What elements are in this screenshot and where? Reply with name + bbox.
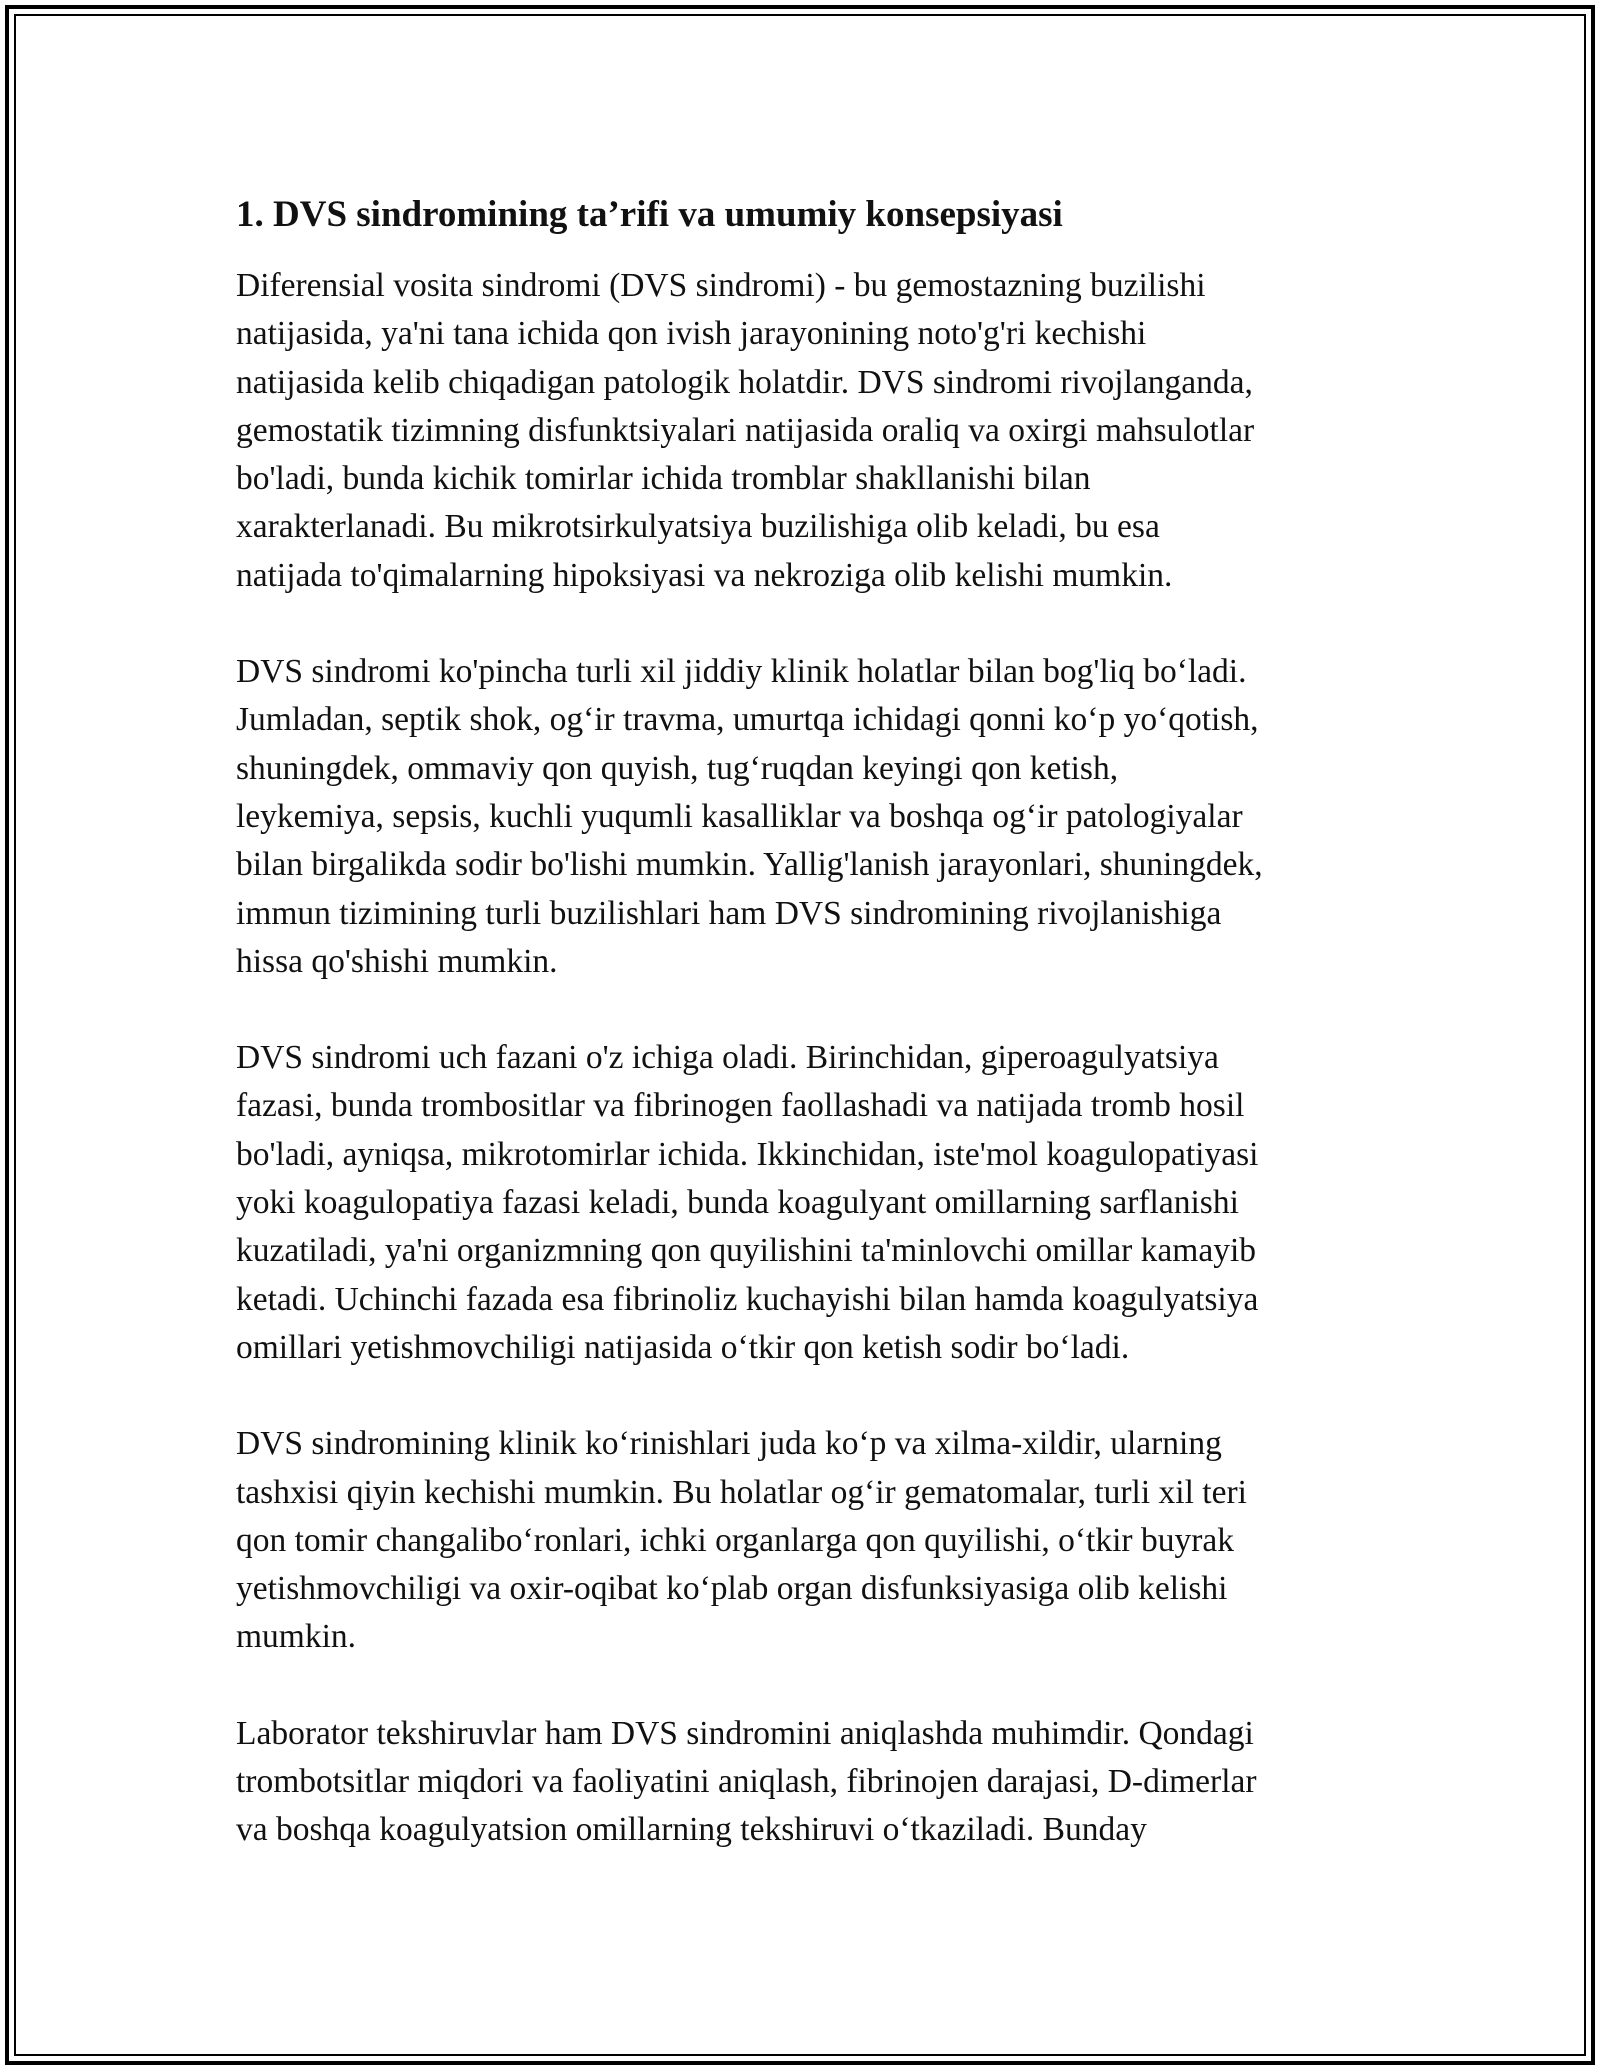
paragraph-line: Diferensial vosita sindromi (DVS sindromi) - bu gemostazning buzilishi <box>236 267 1206 304</box>
paragraph-line: DVS sindromining klinik ko‘rinishlari juda ko‘p va xilma-xildir, ularning <box>236 1425 1222 1463</box>
paragraph-line: qon tomir changalibo‘ronlari, ichki organlarga qon quyilishi, o‘tkir buyrak <box>236 1521 1234 1559</box>
paragraph-line: immun tizimining turli buzilishlari ham DVS sindromining rivojlanishiga <box>236 894 1222 932</box>
paragraph <box>236 1710 1376 1855</box>
paragraph-line: DVS sindromi ko'pincha turli xil jiddiy klinik holatlar bilan bog'liq bo‘ladi. <box>236 653 1247 691</box>
paragraph-line: Laborator tekshiruvlar ham DVS sindromini aniqlashda muhimdir. Qondagi <box>236 1714 1254 1752</box>
paragraph-line: trombotsitlar miqdori va faoliyatini aniqlash, fibrinojen darajasi, D-dimerlar <box>236 1763 1257 1801</box>
paragraph-line: mumkin. <box>236 1618 357 1656</box>
paragraph-line: ketadi. Uchinchi fazada esa fibrinoliz kuchayishi bilan hamda koagulyatsiya <box>236 1280 1259 1318</box>
document-body <box>236 186 1376 1903</box>
paragraph-line: shuningdek, ommaviy qon quyish, tug‘ruqdan keyingi qon ketish, <box>236 749 1119 787</box>
paragraph <box>236 1034 1376 1372</box>
paragraph-line: natijasida, ya'ni tana ichida qon ivish jarayonining noto'g'ri kechishi <box>236 315 1147 353</box>
paragraph-line: leykemiya, sepsis, kuchli yuqumli kasalliklar va boshqa og‘ir patologiyalar <box>236 797 1243 835</box>
paragraph-line: va boshqa koagulyatsion omillarning tekshiruvi o‘tkaziladi. Bunday <box>236 1811 1147 1849</box>
paragraph-line: bo'ladi, ayniqsa, mikrotomirlar ichida. Ikkinchidan, iste'mol koagulopatiyasi <box>236 1135 1259 1173</box>
paragraph-line: Jumladan, septik shok, og‘ir travma, umurtqa ichidagi qonni ko‘p yo‘qotish, <box>236 701 1259 739</box>
paragraph-line: kuzatiladi, ya'ni organizmning qon quyilishini ta'minlovchi omillar kamayib <box>236 1232 1256 1270</box>
paragraph-line: omillari yetishmovchiligi natijasida o‘tkir qon ketish sodir bo‘ladi. <box>236 1328 1130 1366</box>
paragraph-line: xarakterlanadi. Bu mikrotsirkulyatsiya buzilishiga olib keladi, bu esa <box>236 508 1160 546</box>
paragraph <box>236 262 1376 600</box>
paragraph <box>236 648 1376 986</box>
paragraph-line: yetishmovchiligi va oxir-oqibat ko‘plab organ disfunksiyasiga olib kelishi <box>236 1570 1228 1608</box>
paragraph-line: bo'ladi, bunda kichik tomirlar ichida tromblar shakllanishi bilan <box>236 460 1091 498</box>
section-heading: 1. DVS sindromining ta’rifi va umumiy konsepsiyasi <box>236 194 1063 235</box>
paragraph-line: DVS sindromi uch fazani o'z ichiga oladi. Birinchidan, giperoagulyatsiya <box>236 1039 1219 1077</box>
paragraph-line: natijada to'qimalarning hipoksiyasi va nekroziga olib kelishi mumkin. <box>236 556 1173 594</box>
paragraph-list <box>236 262 1376 1855</box>
paragraph-line: yoki koagulopatiya fazasi keladi, bunda koagulyant omillarning sarflanishi <box>236 1184 1239 1222</box>
paragraph-line: fazasi, bunda trombositlar va fibrinogen faollashadi va natijada tromb hosil <box>236 1087 1245 1125</box>
paragraph-line: tashxisi qiyin kechishi mumkin. Bu holatlar og‘ir gematomalar, turli xil teri <box>236 1473 1247 1511</box>
paragraph-line: natijasida kelib chiqadigan patologik holatdir. DVS sindromi rivojlanganda, <box>236 363 1253 401</box>
paragraph-line: bilan birgalikda sodir bo'lishi mumkin. Yallig'lanish jarayonlari, shuningdek, <box>236 846 1263 884</box>
paragraph <box>236 1420 1376 1661</box>
paragraph-line: gemostatik tizimning disfunktsiyalari natijasida oraliq va oxirgi mahsulotlar <box>236 411 1255 449</box>
paragraph-line: hissa qo'shishi mumkin. <box>236 942 558 980</box>
